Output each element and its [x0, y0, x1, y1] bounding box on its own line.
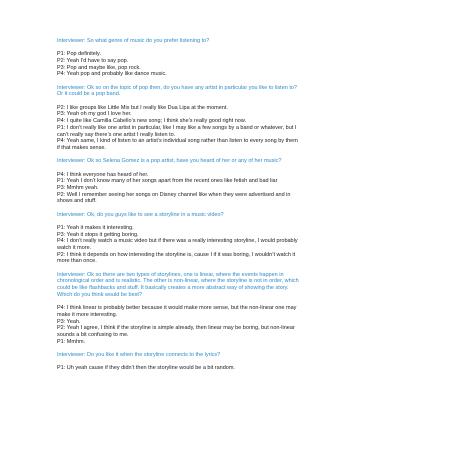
interviewer-question — [57, 158, 396, 165]
answer-line: P2: Yeah I agree, I think if the storyline is simple already, then linear may be boring, but non-linear — [57, 325, 295, 332]
question-line: Interviewer: Ok so there are two types of storylines, one is linear, where the events happen in — [57, 271, 284, 278]
interviewer-question — [57, 38, 396, 45]
answer-line: P2: I think it depends on how interesting the storyline is, cause I if it was boring, I wouldn’t watch it — [57, 251, 296, 258]
question-line: Which do you think would be best? — [57, 291, 142, 298]
participant-answers — [57, 365, 396, 372]
answer-line: shows and stuff. — [57, 198, 97, 205]
interviewer-question — [57, 352, 396, 359]
answer-line: P3: Yeah it stops it getting boring. — [57, 231, 139, 238]
answer-line: P1: Yeah I don’t know many of her songs apart from the recent ones like fetish and bad liar — [57, 178, 278, 185]
answer-line: watch it more. — [57, 245, 92, 252]
question-line: Interviewer: Ok so on the topic of pop then, do you have any artist in particular you like to listen to? — [57, 84, 297, 91]
answer-line: P2: Well I remember seeing her songs on Disney channel like when they were advertised and in — [57, 191, 291, 198]
question-line: Interviewer: So what genre of music do you prefer listening to? — [57, 38, 210, 44]
participant-answers — [57, 105, 396, 152]
answer-line: P3: Yeah. — [57, 318, 81, 325]
answer-line: P1: Yeah it makes it interesting. — [57, 224, 134, 231]
interviewer-question — [57, 212, 396, 219]
interviewer-question — [57, 85, 396, 98]
answer-line: P1: I don’t really like one artist in particular, like I may like a few songs by a band or whatever, but I — [57, 124, 297, 131]
answer-line: sounds a bit confusing to me. — [57, 331, 129, 338]
answer-line: P2: Yeah I’d have to say pop. — [57, 58, 129, 64]
question-line: Interviewer: Ok so Selena Gomez is a pop artist, have you heard of her or any of her music? — [57, 158, 282, 165]
answer-line: P3: Pop and maybe like, pop rock. — [57, 64, 141, 71]
answer-line: P4: Yeah same, I kind of listen to an artist’s individual song rather than listen to every song by them — [57, 138, 298, 145]
participant-answers — [57, 225, 396, 265]
answer-line: P1: Uh yeah cause if they didn’t then the storyline would be a bit random. — [57, 365, 235, 372]
participant-answers — [57, 172, 396, 206]
answer-line: P2: I like groups like Little Mix but I really like Dua Lipa at the moment. — [57, 104, 228, 111]
question-line: could be like flashbacks and stuff. It basically creates a more abstract way of showing the story. — [57, 285, 289, 292]
answer-line: P1: Mmhm. — [57, 338, 86, 345]
answer-line: P3: Yeah oh my god I love her. — [57, 111, 132, 118]
question-line: Or it could be a pop band. — [57, 91, 121, 98]
question-line: Interviewer: Do you like it when the storyline connects to the lyrics? — [57, 351, 221, 358]
answer-line: P4: I think everyone has heard of her. — [57, 171, 149, 178]
question-line: Interviewer: Ok, do you guys like to see a storyline in a music video? — [57, 211, 224, 218]
participant-answers — [57, 51, 396, 78]
answer-line: P4: I quite like Camilla Cabello’s new song; I think she’s really good right now. — [57, 118, 247, 125]
answer-line: P1: Pop definitely. — [57, 51, 101, 58]
answer-line: can’t really say there’s one artist I really listen to. — [57, 131, 176, 138]
answer-line: if that makes sense. — [57, 144, 106, 151]
interviewer-question — [57, 272, 396, 299]
answer-line: make it more interesting. — [57, 311, 118, 318]
answer-line: P3: Mmhm yeah. — [57, 184, 99, 191]
answer-line: more than once. — [57, 258, 97, 265]
participant-answers — [57, 305, 396, 345]
answer-line: P4: Yeah pop and probably like dance music. — [57, 71, 167, 78]
question-line: chronological order and is realistic. The other is non-linear, where the storyline is not in order, which — [57, 278, 299, 285]
answer-line: P4: I think linear is probably better because it would make more sense, but the non-linear one may — [57, 305, 297, 312]
answer-line: P4: I don’t really watch a music video but if there was a really interesting storyline, I would probably — [57, 238, 298, 245]
